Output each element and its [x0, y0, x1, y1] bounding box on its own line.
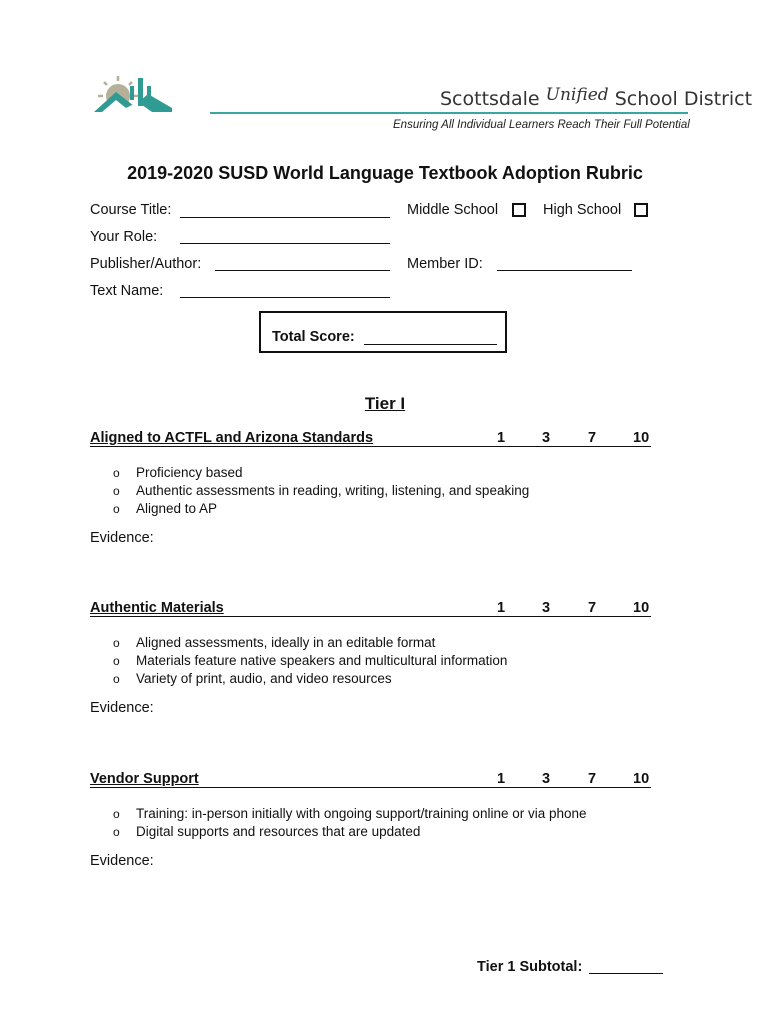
text-name-line[interactable] [180, 297, 390, 298]
criterion-rule [90, 446, 651, 447]
middle-school-label: Middle School [407, 202, 499, 218]
high-school-label: High School [543, 202, 622, 218]
bullet-mark: o [113, 502, 120, 516]
list-item: Variety of print, audio, and video resources [136, 671, 392, 686]
header-rule [210, 112, 688, 114]
bullet-mark: o [113, 484, 120, 498]
course-title-label: Course Title: [90, 202, 172, 218]
district-unified: Unified [545, 85, 609, 105]
bullet-mark: o [113, 825, 120, 839]
member-id-line[interactable] [497, 270, 632, 271]
publisher-line[interactable] [215, 270, 390, 271]
score-option[interactable]: 10 [633, 430, 650, 446]
tagline: Ensuring All Individual Learners Reach Their Full Potential [393, 119, 690, 131]
criterion-title: Vendor Support [90, 771, 199, 787]
district-suffix: School District [614, 88, 753, 110]
criterion-rule [90, 787, 651, 788]
your-role-line[interactable] [180, 243, 390, 244]
tier-subtotal-label: Tier 1 Subtotal: [477, 959, 583, 975]
middle-school-checkbox[interactable] [512, 203, 526, 217]
list-item: Aligned assessments, ideally in an editable format [136, 635, 436, 650]
score-option[interactable]: 1 [497, 430, 506, 446]
score-option[interactable]: 10 [633, 771, 650, 787]
bullet-mark: o [113, 636, 120, 650]
member-id-label: Member ID: [407, 256, 483, 272]
list-item: Materials feature native speakers and multicultural information [136, 653, 508, 668]
bullet-mark: o [113, 466, 120, 480]
evidence-label: Evidence: [90, 700, 154, 716]
score-option[interactable]: 1 [497, 600, 506, 616]
criterion-title: Aligned to ACTFL and Arizona Standards [90, 430, 374, 446]
list-item: Digital supports and resources that are updated [136, 824, 421, 839]
list-item: Proficiency based [136, 465, 243, 480]
page-title: 2019-2020 SUSD World Language Textbook Adoption Rubric [127, 163, 643, 183]
evidence-label: Evidence: [90, 530, 154, 546]
bullet-mark: o [113, 807, 120, 821]
total-score-line[interactable] [364, 344, 497, 345]
list-item: Training: in-person initially with ongoing support/training online or via phone [136, 806, 587, 821]
criterion-title: Authentic Materials [90, 600, 224, 616]
your-role-label: Your Role: [90, 229, 158, 245]
course-title-line[interactable] [180, 217, 390, 218]
score-option[interactable]: 7 [588, 771, 597, 787]
total-score-label: Total Score: [272, 329, 355, 345]
score-option[interactable]: 7 [588, 600, 597, 616]
text-name-label: Text Name: [90, 283, 164, 299]
score-option[interactable]: 1 [497, 771, 506, 787]
district-name [440, 85, 753, 110]
score-option[interactable]: 7 [588, 430, 597, 446]
tier-subtotal-line[interactable] [589, 973, 663, 974]
high-school-checkbox[interactable] [634, 203, 648, 217]
score-option[interactable]: 3 [542, 771, 551, 787]
bullet-mark: o [113, 672, 120, 686]
list-item: Authentic assessments in reading, writing, listening, and speaking [136, 483, 530, 498]
list-item: Aligned to AP [136, 501, 218, 516]
evidence-label: Evidence: [90, 853, 154, 869]
criterion-rule [90, 616, 651, 617]
publisher-label: Publisher/Author: [90, 256, 202, 272]
score-option[interactable]: 3 [542, 600, 551, 616]
score-option[interactable]: 3 [542, 430, 551, 446]
score-option[interactable]: 10 [633, 600, 650, 616]
district-prefix: Scottsdale [440, 88, 540, 110]
tier-heading: Tier I [364, 394, 406, 413]
bullet-mark: o [113, 654, 120, 668]
